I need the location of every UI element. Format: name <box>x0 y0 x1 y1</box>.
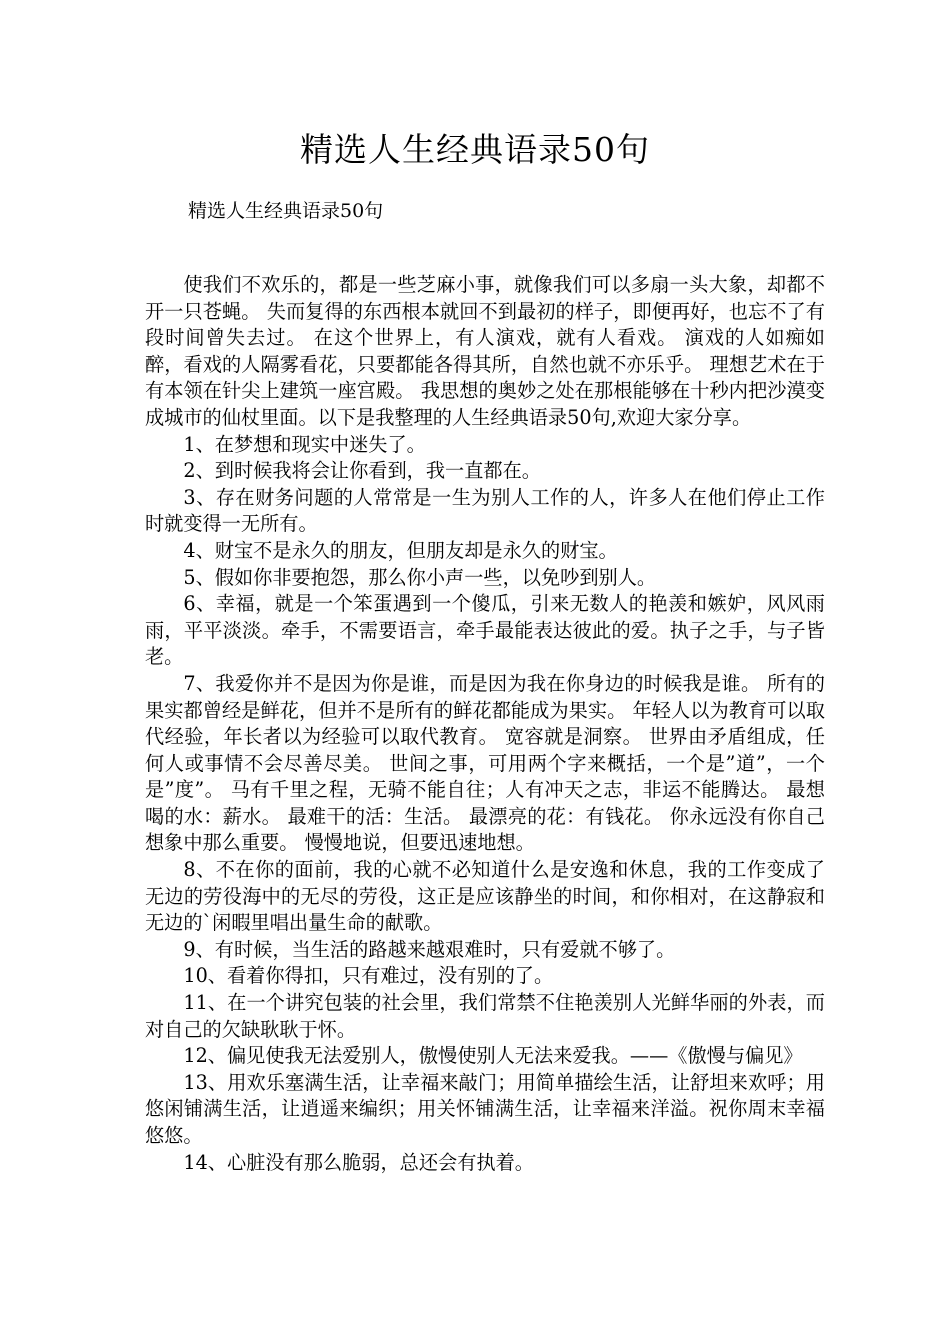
quote-paragraph: 8、不在你的面前，我的心就不必知道什么是安逸和休息，我的工作变成了无边的劳役海中的无尽的劳役，这正是应该静坐的时间，和你相对，在这静寂和无边的`闲暇里唱出量生命的献歌。 <box>145 858 825 935</box>
quote-paragraph: 2、到时候我将会让你看到，我一直都在。 <box>183 459 541 483</box>
quote-paragraph: 6、幸福，就是一个笨蛋遇到一个傻瓜，引来无数人的艳羡和嫉妒，风风雨雨，平平淡淡。牵手，不需要语言，牵手最能表达彼此的爱。执子之手，与子皆老。 <box>145 592 825 669</box>
quote-paragraph: 12、偏见使我无法爱别人，傲慢使别人无法来爱我。——《傲慢与偏见》 <box>183 1044 803 1068</box>
quote-paragraph: 7、我爱你并不是因为你是谁，而是因为我在你身边的时候我是谁。 所有的果实都曾经是鲜花，但并不是所有的鲜花都能成为果实。 年轻人以为教育可以取代经验，年长者以为经验可以取代教育。 宽容就是洞察。 世界由矛盾组成，任何人或事情不会尽善尽美。 世间之事，可用两个字来概括，一个是”道”，一个是”度”。 马有千里之程，无骑不能自往；人有冲天之志，非运不能腾达。 最想喝的水：薪水。 最难干的活：生活。 最漂亮的花：有钱花。 你永远没有你自己想象中那么重要。 慢慢地说，但要迅速地想。 <box>145 671 825 855</box>
quote-paragraph: 13、用欢乐塞满生活，让幸福来敲门；用简单描绘生活，让舒坦来欢呼；用悠闲铺满生活，让逍遥来编织；用关怀铺满生活，让幸福来洋溢。祝你周末幸福悠悠。 <box>145 1070 825 1147</box>
quote-paragraph: 10、看着你得扣，只有难过，没有别的了。 <box>183 964 554 988</box>
quote-paragraph: 5、假如你非要抱怨，那么你小声一些，以免吵到别人。 <box>183 565 657 589</box>
document-body <box>145 272 825 1176</box>
document-subtitle: 精选人生经典语录50句 <box>188 200 384 222</box>
intro-paragraph: 使我们不欢乐的，都是一些芝麻小事，就像我们可以多扇一头大象，却都不开一只苍蝇。 失而复得的东西根本就回不到最初的样子，即便再好，也忘不了有段时间曾失去过。 在这个世界上，有人演戏，就有人看戏。 演戏的人如痴如醉，看戏的人隔雾看花，只要都能各得其所，自然也就不亦乐乎。 理想艺术在于有本领在针尖上建筑一座宫殿。 我思想的奥妙之处在那根能够在十秒内把沙漠变成城市的仙杖里面。以下是我整理的人生经典语录50句,欢迎大家分享。 <box>145 273 825 429</box>
quote-paragraph: 11、在一个讲究包装的社会里，我们常禁不住艳羡别人光鲜华丽的外表，而对自己的欠缺耿耿于怀。 <box>145 991 825 1041</box>
quote-paragraph: 4、财宝不是永久的朋友，但朋友却是永久的财宝。 <box>183 538 618 562</box>
quote-paragraph: 3、存在财务问题的人常常是一生为别人工作的人，许多人在他们停止工作时就变得一无所有。 <box>145 485 825 536</box>
quote-paragraph: 14、心脏没有那么脆弱，总还会有执着。 <box>183 1150 534 1174</box>
document-title: 精选人生经典语录50句 <box>300 130 650 169</box>
quote-paragraph: 1、在梦想和现实中迷失了。 <box>183 432 426 456</box>
quote-paragraph: 9、有时候，当生活的路越来越艰难时，只有爱就不够了。 <box>183 937 676 961</box>
